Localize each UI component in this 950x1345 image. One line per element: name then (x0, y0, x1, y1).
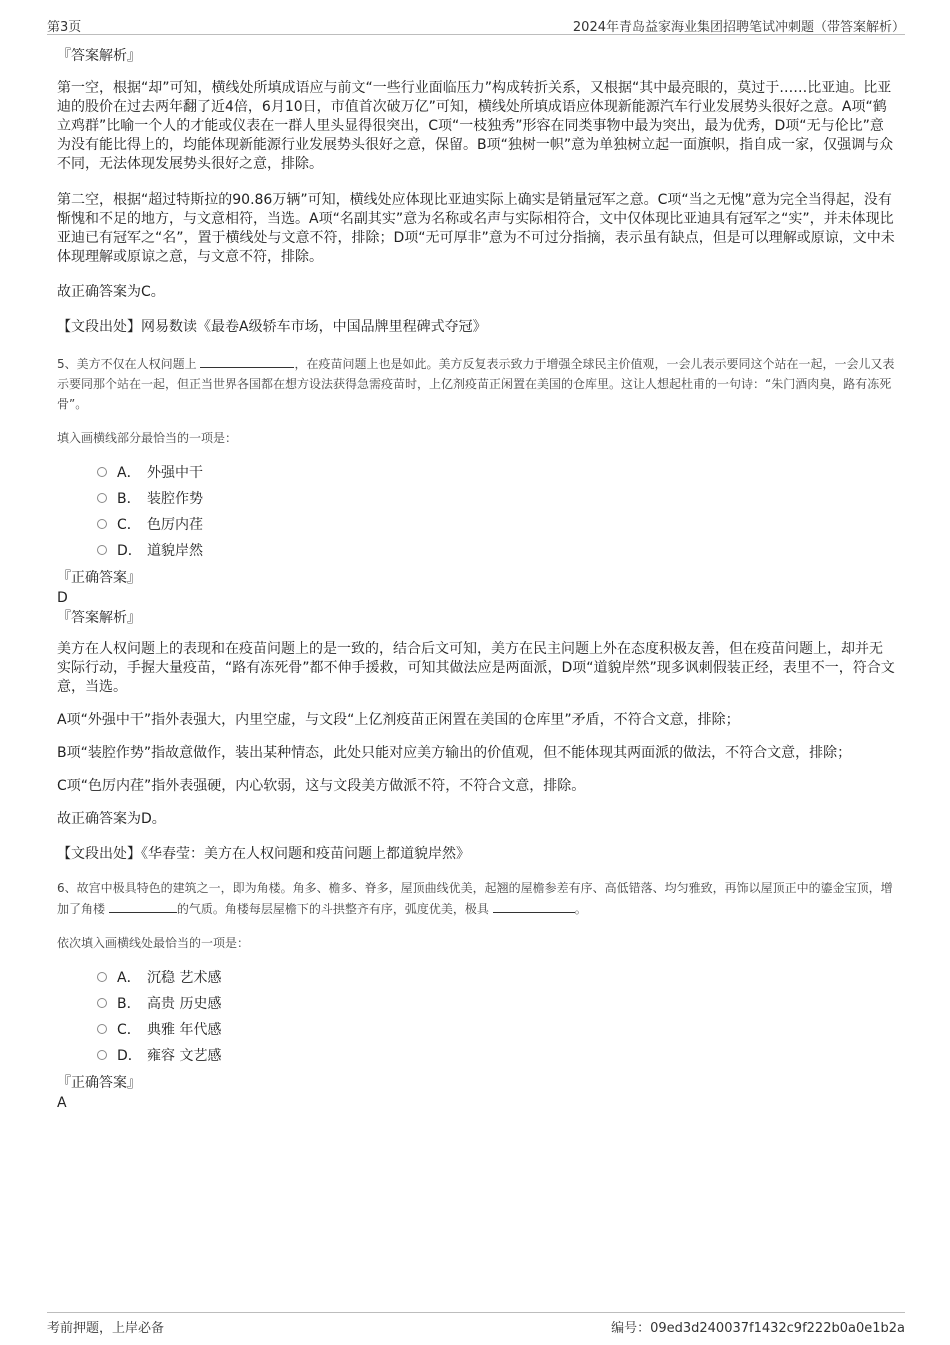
correct-answer: D (57, 590, 68, 606)
option-a[interactable]: A． 沉稳 艺术感 (97, 965, 895, 991)
analysis-paragraph: 第一空，根据“却”可知，横线处所填成语应与前文“一些行业面临压力”构成转折关系，又根据“其中最亮眼的，莫过于……比亚迪。比亚迪的股价在过去两年翻了近4倍，6月10日，市值首次破万亿”可知，横线处所填成语应体现新能源汽车行业发展势头很好之意。A项“鹤立鸡群”比喻一个人的才能或仪表在一群人里头显得很突出，C项“一枝独秀”形容在同类事物中最为突出，最为优秀，D项“无与伦比”意为没有能比得上的，均能体现新能源行业发展势头很好之意，保留。B项“独树一帜”意为单独树立起一面旗帜，指自成一家，仅强调与众不同，无法体现发展势头很好之意，排除。 (57, 80, 894, 172)
radio-icon[interactable] (97, 1050, 107, 1060)
radio-icon[interactable] (97, 1024, 107, 1034)
radio-icon[interactable] (97, 545, 107, 555)
option-c[interactable]: C． 典雅 年代感 (97, 1017, 895, 1043)
analysis-label: 『答案解析』 (57, 48, 141, 64)
answer-conclusion: 故正确答案为C。 (57, 284, 165, 300)
radio-icon[interactable] (97, 972, 107, 982)
option-d[interactable]: D． 道貌岸然 (97, 538, 895, 564)
page-number: 第3页 (47, 20, 82, 35)
analysis-label: 『答案解析』 (57, 610, 141, 626)
analysis-paragraph: 美方在人权问题上的表现和在疫苗问题上的是一致的，结合后文可知，美方在民主问题上外在态度积极友善，但在疫苗问题上，却并无实际行动，手握大量疫苗，“路有冻死骨”都不伸手援救，可知其做法应是两面派，D项“道貌岸然”现多讽刺假装正经，表里不一，符合文意，当选。 (57, 641, 895, 695)
question-stem-part: 。 (574, 902, 587, 916)
question-prompt: 依次填入画横线处最恰当的一项是： (57, 936, 250, 950)
question-stem (57, 353, 895, 414)
correct-answer-label: 『正确答案』 (57, 1075, 141, 1091)
document-id: 编号：09ed3d240037f1432c9f222b0a0e1b2a (611, 1321, 905, 1336)
option-a[interactable]: A． 外强中干 (97, 460, 895, 486)
passage-source: 【文段出处】《华春莹：美方在人权问题和疫苗问题上都道貌岸然》 (57, 846, 470, 862)
question-stem-part: 的气质。角楼每层屋檐下的斗拱整齐有序，弧度优美，极具 (176, 902, 489, 916)
document-title: 2024年青岛益家海业集团招聘笔试冲刺题（带答案解析） (572, 20, 905, 35)
question-stem-part: ，在疫苗问题上也是如此。美方反复表示致力于增强全球民主价值观，一会儿表示要同这个站在一起，一会儿又表示要同那个站在一起，但正当世界各国都在想方设法获得急需疫苗时，上亿剂疫苗正闲置在美国的仓库里。这让人想起杜甫的一句诗：“朱门酒肉臭，路有冻死骨”。 (57, 357, 895, 411)
question-stem (57, 878, 895, 919)
radio-icon[interactable] (97, 467, 107, 477)
question-stem-part: 5、美方不仅在人权问题上 (57, 357, 197, 371)
analysis-paragraph: A项“外强中干”指外表强大，内里空虚，与文段“上亿剂疫苗正闲置在美国的仓库里”矛盾，不符合文意，排除； (57, 712, 740, 728)
options-list (97, 460, 895, 564)
footer-slogan: 考前押题，上岸必备 (47, 1321, 165, 1336)
radio-icon[interactable] (97, 493, 107, 503)
answer-conclusion: 故正确答案为D。 (57, 811, 166, 827)
question-prompt: 填入画横线部分最恰当的一项是： (57, 431, 238, 445)
page-header (47, 14, 905, 35)
page-content (57, 44, 895, 1113)
analysis-paragraph: B项“装腔作势”指故意做作，装出某种情态，此处只能对应美方输出的价值观，但不能体现其两面派的做法，不符合文意，排除； (57, 745, 852, 761)
options-list (97, 965, 895, 1069)
analysis-paragraph: 第二空，根据“超过特斯拉的90.86万辆”可知，横线处应体现比亚迪实际上确实是销量冠军之意。C项“当之无愧”意为完全当得起，没有惭愧和不足的地方，与文意相符，当选。A项“名副其实”意为名称或名声与实际相符合，文中仅体现比亚迪具有冠军之“实”，并未体现比亚迪已有冠军之“名”，置于横线处与文意不符，排除；D项“无可厚非”意为不可过分指摘，表示虽有缺点，但是可以理解或原谅，文中未体现理解或原谅之意，与文意不符，排除。 (57, 192, 895, 265)
page-footer (47, 1312, 905, 1336)
option-d[interactable]: D． 雍容 文艺感 (97, 1043, 895, 1069)
correct-answer: A (57, 1095, 67, 1111)
fill-blank (200, 353, 294, 368)
option-b[interactable]: B． 装腔作势 (97, 486, 895, 512)
passage-source: 【文段出处】网易数读《最卷A级轿车市场，中国品牌里程碑式夺冠》 (57, 319, 487, 335)
fill-blank (109, 898, 177, 913)
option-b[interactable]: B． 高贵 历史感 (97, 991, 895, 1017)
analysis-paragraph: C项“色厉内荏”指外表强硬，内心软弱，这与文段美方做派不符，不符合文意，排除。 (57, 778, 586, 794)
radio-icon[interactable] (97, 519, 107, 529)
radio-icon[interactable] (97, 998, 107, 1008)
fill-blank (493, 898, 575, 913)
option-c[interactable]: C． 色厉内荏 (97, 512, 895, 538)
correct-answer-label: 『正确答案』 (57, 570, 141, 586)
question-stem-part: 6、故宫中极具特色的建筑之一，即为角楼。角多、檐多、脊多，屋顶曲线优美，起翘的屋檐参差有序、高低错落、均匀雅致，再饰以屋顶正中的鎏金宝顶，增加了角楼 (57, 881, 893, 916)
